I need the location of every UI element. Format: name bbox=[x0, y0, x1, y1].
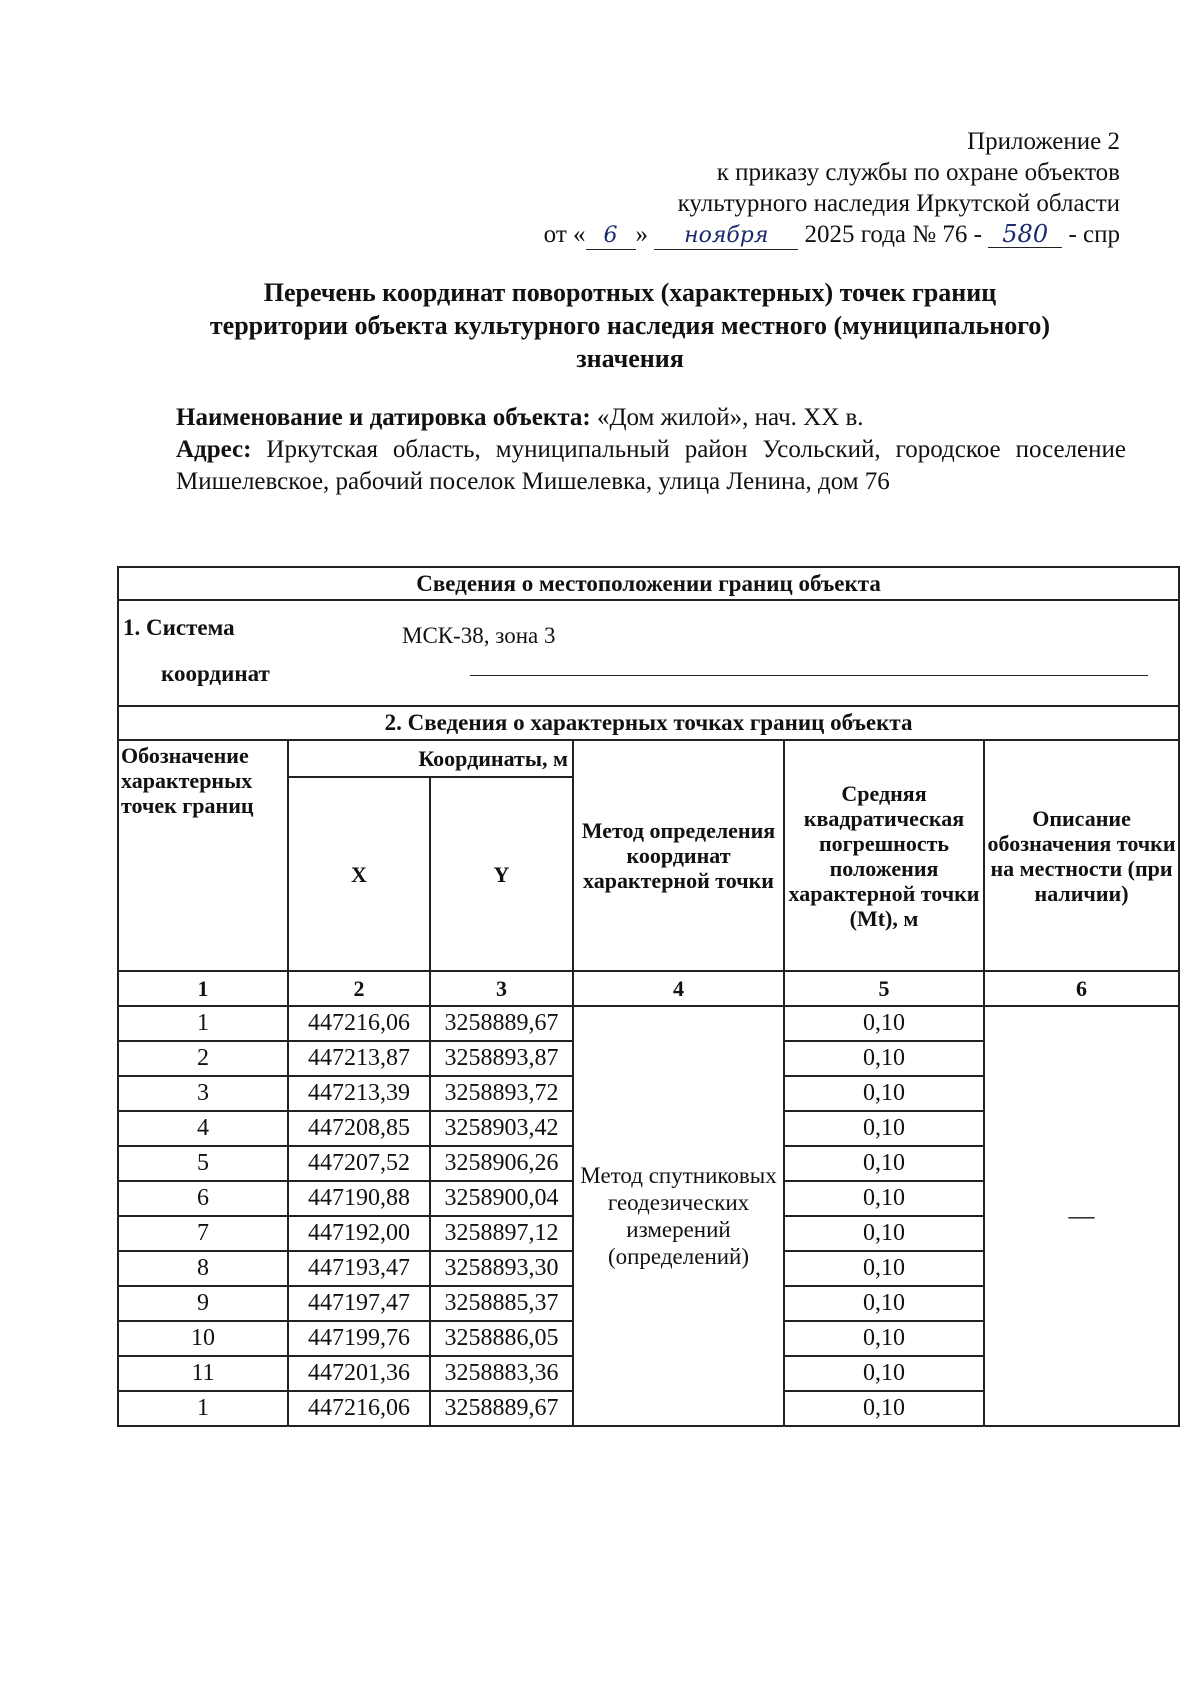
table-header: Сведения о местоположении границ объекта bbox=[118, 567, 1179, 600]
col-header-method: Метод определения координат характерной точки bbox=[573, 740, 784, 971]
coord-system-label-line-1: 1. Система bbox=[123, 615, 235, 640]
col-header-description: Описание обозначения точки на местности (при наличии) bbox=[984, 740, 1179, 971]
cell-point: 2 bbox=[118, 1041, 288, 1076]
cell-y: 3258897,12 bbox=[430, 1216, 573, 1251]
order-suffix: - спр bbox=[1068, 221, 1120, 248]
object-name-label: Наименование и датировка объекта: bbox=[176, 404, 591, 431]
cell-point: 9 bbox=[118, 1286, 288, 1321]
cell-point: 3 bbox=[118, 1076, 288, 1111]
cell-mt: 0,10 bbox=[784, 1111, 984, 1146]
table-body bbox=[118, 567, 1179, 1426]
coord-system-value: МСК-38, зона 3 bbox=[402, 623, 556, 648]
cell-y: 3258885,37 bbox=[430, 1286, 573, 1321]
document-title bbox=[170, 276, 1090, 375]
coord-system-label-line-2: координат bbox=[161, 661, 270, 686]
cell-mt: 0,10 bbox=[784, 1286, 984, 1321]
cell-x: 447216,06 bbox=[288, 1006, 430, 1041]
col-header-error: Средняя квадратическая погрешность положения характерной точки (Mt), м bbox=[784, 740, 984, 971]
title-line-3: значения bbox=[576, 344, 684, 373]
cell-mt: 0,10 bbox=[784, 1356, 984, 1391]
cell-y: 3258893,30 bbox=[430, 1251, 573, 1286]
cell-x: 447213,39 bbox=[288, 1076, 430, 1111]
cell-x: 447193,47 bbox=[288, 1251, 430, 1286]
appendix-authority: культурного наследия Иркутской области bbox=[677, 190, 1120, 217]
cell-x: 447199,76 bbox=[288, 1321, 430, 1356]
boundary-table bbox=[117, 566, 1180, 1427]
cell-x: 447192,00 bbox=[288, 1216, 430, 1251]
cell-point: 8 bbox=[118, 1251, 288, 1286]
title-line-2: территории объекта культурного наследия местного (муниципального) bbox=[209, 311, 1051, 340]
date-prefix: от « bbox=[543, 221, 586, 248]
handwritten-order-number: 580 bbox=[988, 221, 1062, 248]
cell-point: 11 bbox=[118, 1356, 288, 1391]
date-quote-close: » bbox=[635, 221, 649, 248]
description-cell: — bbox=[984, 1006, 1179, 1426]
col-number-4: 4 bbox=[573, 971, 784, 1006]
cell-y: 3258889,67 bbox=[430, 1006, 573, 1041]
cell-mt: 0,10 bbox=[784, 1006, 984, 1041]
handwritten-day: 6 bbox=[586, 223, 636, 250]
column-number-row bbox=[118, 971, 1179, 1006]
cell-mt: 0,10 bbox=[784, 1216, 984, 1251]
cell-y: 3258893,72 bbox=[430, 1076, 573, 1111]
cell-x: 447213,87 bbox=[288, 1041, 430, 1076]
cell-y: 3258886,05 bbox=[430, 1321, 573, 1356]
cell-mt: 0,10 bbox=[784, 1251, 984, 1286]
date-year-text: 2025 года № 76 - bbox=[804, 221, 982, 248]
method-cell: Метод спутниковых геодезических измерений (определений) bbox=[573, 1006, 784, 1426]
cell-point: 4 bbox=[118, 1111, 288, 1146]
cell-y: 3258903,42 bbox=[430, 1111, 573, 1146]
cell-point: 7 bbox=[118, 1216, 288, 1251]
col-header-y: Y bbox=[430, 777, 573, 971]
coord-system-cell bbox=[118, 600, 1179, 706]
cell-mt: 0,10 bbox=[784, 1041, 984, 1076]
cell-y: 3258906,26 bbox=[430, 1146, 573, 1181]
cell-x: 447208,85 bbox=[288, 1111, 430, 1146]
col-number-3: 3 bbox=[430, 971, 573, 1006]
object-address-line bbox=[176, 434, 1126, 498]
table-row bbox=[118, 1006, 1179, 1041]
col-number-5: 5 bbox=[784, 971, 984, 1006]
cell-mt: 0,10 bbox=[784, 1181, 984, 1216]
cell-point: 5 bbox=[118, 1146, 288, 1181]
cell-x: 447207,52 bbox=[288, 1146, 430, 1181]
cell-point: 1 bbox=[118, 1391, 288, 1426]
cell-mt: 0,10 bbox=[784, 1391, 984, 1426]
cell-x: 447197,47 bbox=[288, 1286, 430, 1321]
object-name-value: «Дом жилой», нач. XX в. bbox=[596, 404, 864, 431]
cell-mt: 0,10 bbox=[784, 1146, 984, 1181]
col-header-point: Обозначение характерных точек границ bbox=[118, 740, 288, 971]
col-header-coordinates: Координаты, м bbox=[288, 740, 573, 777]
cell-x: 447190,88 bbox=[288, 1181, 430, 1216]
coord-system-underline bbox=[470, 675, 1148, 676]
col-header-x: X bbox=[288, 777, 430, 971]
cell-y: 3258900,04 bbox=[430, 1181, 573, 1216]
object-address-label: Адрес: bbox=[176, 436, 252, 463]
appendix-date-line bbox=[544, 219, 1120, 250]
section2-header: 2. Сведения о характерных точках границ объекта bbox=[118, 706, 1179, 740]
title-line-1: Перечень координат поворотных (характерных) точек границ bbox=[263, 278, 997, 307]
cell-y: 3258893,87 bbox=[430, 1041, 573, 1076]
col-number-1: 1 bbox=[118, 971, 288, 1006]
col-number-6: 6 bbox=[984, 971, 1179, 1006]
object-address-value: Иркутская область, муниципальный район Усольский, городское поселение Мишелевское, рабочий поселок Мишелевка, улица Ленина, дом 76 bbox=[176, 436, 1127, 495]
cell-y: 3258889,67 bbox=[430, 1391, 573, 1426]
object-info bbox=[176, 402, 1126, 498]
appendix-title: Приложение 2 bbox=[967, 128, 1120, 155]
cell-mt: 0,10 bbox=[784, 1076, 984, 1111]
appendix-block bbox=[544, 126, 1120, 250]
appendix-order-ref: к приказу службы по охране объектов bbox=[716, 159, 1120, 186]
cell-mt: 0,10 bbox=[784, 1321, 984, 1356]
object-name-line bbox=[176, 402, 1126, 434]
cell-x: 447216,06 bbox=[288, 1391, 430, 1426]
col-number-2: 2 bbox=[288, 971, 430, 1006]
coord-system-label bbox=[123, 605, 270, 697]
cell-x: 447201,36 bbox=[288, 1356, 430, 1391]
cell-y: 3258883,36 bbox=[430, 1356, 573, 1391]
handwritten-month: ноября bbox=[654, 223, 798, 250]
cell-point: 1 bbox=[118, 1006, 288, 1041]
cell-point: 10 bbox=[118, 1321, 288, 1356]
cell-point: 6 bbox=[118, 1181, 288, 1216]
